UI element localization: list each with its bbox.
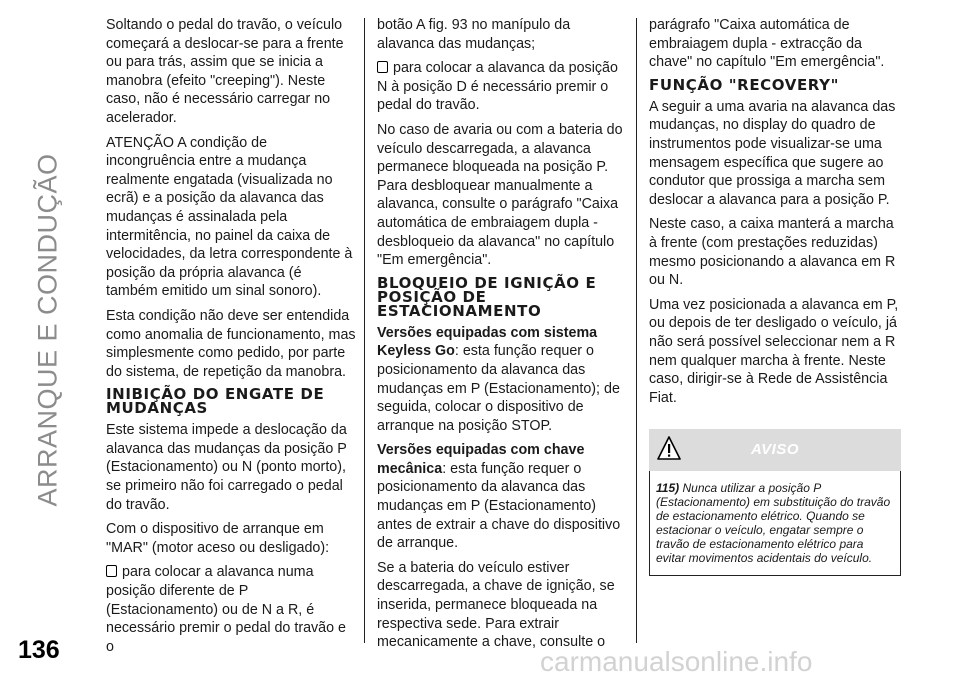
section-heading-bloqueio: BLOQUEIO DE IGNIÇÃO E POSIÇÃO DE ESTACIONAMENTO bbox=[377, 273, 597, 320]
text-column-2: botão A fig. 93 no manípulo da alavanca das mudanças; para colocar a alavanca da posição N à posição D é necessário premir o pedal do travão. No caso de avaria ou com a bateria do veículo descarregada, a alavanca permanece bloqueada na posição P. Para desbloquear manualmente a alavanca, consulte o parágrafo "Caixa automática de embraiagem dupla - desbloqueio da alavanca" no capítulo "Em emergência". BLOQUEIO DE IGNIÇÃO E POSIÇÃO DE ESTACIONAMENTO Versões equipadas com sistema Keyless Go: esta função requer o posicionamento da alavanca das mudanças em P (Estacionamento); de seguida, colocar o dispositivo de arranque na posição STOP. Versões equipadas com chave mecânica: esta função requer o posicionamento da alavanca das mudanças em P (Estacionamento) antes de extrair a chave do dispositivo de arranque. Se a bateria do veículo estiver descarregada, a chave de ignição, se inserida, permanece bloqueada na respectiva sede. Para extrair mecanicamente a chave, consulte o bbox=[377, 16, 627, 658]
paragraph: ATENÇÃO A condição de incongruência entre a mudança realmente engatada (visualizada no ecrã) e a posição da alavanca das mudanças é assinalada pela intermitência, no painel da caixa de velocidades, da letra correspondente à posição da própria alavanca (é também emitido um sinal sonoro). bbox=[106, 134, 353, 300]
paragraph: Este sistema impede a deslocação da alavanca das mudanças da posição P (Estacionamento) ou N (ponto morto), se primeiro não foi carregado o pedal do travão. bbox=[106, 422, 347, 513]
watermark: carmanualsonline.info bbox=[540, 646, 813, 677]
paragraph: Esta condição não deve ser entendida como anomalia de funcionamento, mas simplesmente como pedido, por parte do sistema, de repetição da manobra. bbox=[106, 307, 356, 380]
bullet-item: para colocar a alavanca da posição N à posição D é necessário premir o pedal do travão. bbox=[377, 60, 618, 114]
paragraph: parágrafo "Caixa automática de embraiagem dupla - extracção da chave" no capítulo "Em emergência". bbox=[649, 17, 885, 71]
paragraph: Neste caso, a caixa manterá a marcha à frente (com prestações reduzidas) mesmo posicionando a alavanca em R ou N. bbox=[649, 216, 896, 289]
paragraph: Se a bateria do veículo estiver descarregada, a chave de ignição, se inserida, permanece bloqueada na respectiva sede. Para extrair mecanicamente a chave, consulte o bbox=[377, 559, 615, 651]
checkbox-bullet-icon bbox=[106, 565, 117, 577]
text-column-3 bbox=[649, 16, 901, 576]
warning-text: Nunca utilizar a posição P (Estacionamento) em substituição do travão de estacionamento elétrico. Quando se estacionar o veículo, engatar sempre o travão de estacionamento elétrico para evitar movimentos acidentais do veículo. bbox=[656, 481, 891, 566]
text-column-1 bbox=[106, 16, 356, 662]
column-divider bbox=[364, 18, 365, 643]
warning-box-header bbox=[649, 429, 901, 471]
paragraph: Soltando o pedal do travão, o veículo começará a deslocar-se para a frente ou para trás, assim que se inicia a manobra (efeito "creeping"). Neste caso, não é necessário carregar no acelerador. bbox=[106, 17, 344, 126]
warning-number: 115) bbox=[656, 481, 680, 496]
paragraph: No caso de avaria ou com a bateria do veículo descarregada, a alavanca permanece bloqueada na posição P. Para desbloquear manualmente a alavanca, consulte o parágrafo "Caixa automática de embraiagem dupla - desbloqueio da alavanca" no capítulo "Em emergência". bbox=[377, 121, 623, 269]
chapter-side-title: ARRANQUE E CONDUÇÃO bbox=[32, 153, 63, 507]
warning-triangle-icon bbox=[657, 435, 681, 461]
section-heading-inibicao: INIBIÇÃO DO ENGATE DE MUDANÇAS bbox=[106, 385, 325, 418]
warning-box-body bbox=[649, 471, 901, 576]
paragraph: Com o dispositivo de arranque em "MAR" (motor aceso ou desligado): bbox=[106, 521, 330, 556]
warning-title: AVISO bbox=[750, 440, 800, 458]
page-number: 136 bbox=[18, 636, 60, 664]
checkbox-bullet-icon bbox=[377, 61, 388, 73]
paragraph: A seguir a uma avaria na alavanca das mudanças, no display do quadro de instrumentos pode visualizar-se uma mensagem específica que sugere ao condutor que prossiga a marcha sem deslocar a alavanca para a posição P. bbox=[649, 98, 896, 208]
paragraph: botão A fig. 93 no manípulo da alavanca das mudanças; bbox=[377, 17, 571, 52]
section-heading-recovery: FUNÇÃO "RECOVERY" bbox=[649, 75, 840, 94]
subheading-mechanical-key: Versões equipadas com chave mecânica bbox=[377, 442, 585, 477]
subheading-keyless: Versões equipadas com sistema Keyless Go bbox=[377, 324, 598, 360]
paragraph: Uma vez posicionada a alavanca em P, ou depois de ter desligado o veículo, já não será possível seleccionar nem a R nem qualquer marcha à frente. Neste caso, dirigir-se à Rede de Assistência Fiat. bbox=[649, 296, 899, 406]
bullet-item: para colocar a alavanca numa posição diferente de P (Estacionamento) ou de N a R, é necessário premir o pedal do travão e o bbox=[106, 564, 347, 655]
column-divider bbox=[636, 18, 637, 643]
